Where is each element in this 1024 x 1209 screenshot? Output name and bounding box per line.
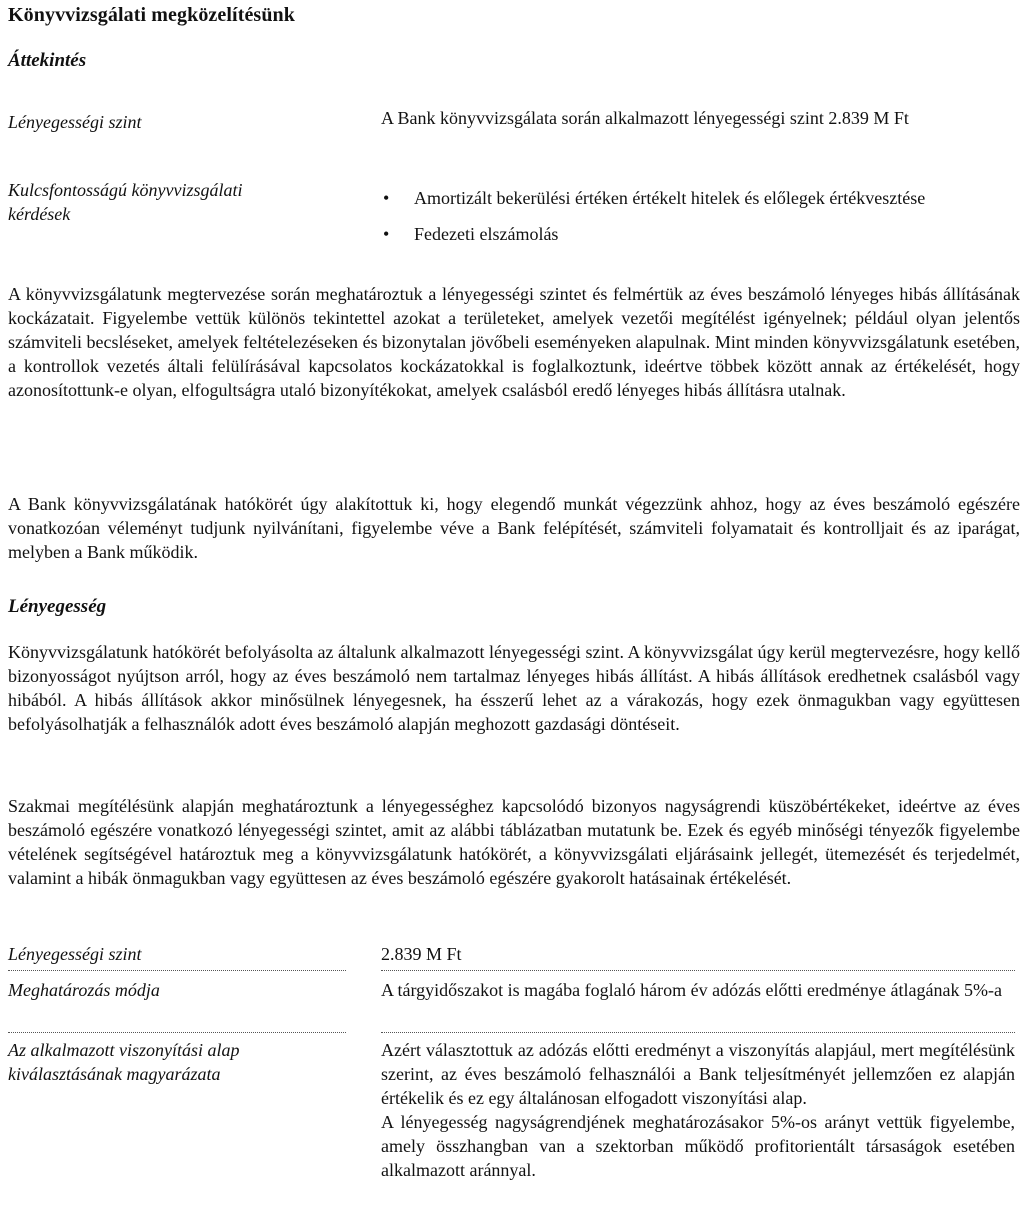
bullet-icon: • [383, 224, 390, 244]
table-divider [8, 970, 346, 971]
materiality-value: A Bank könyvvizsgálata során alkalmazott lényegességi szint 2.839 M Ft [381, 108, 909, 128]
table-row-label: Lényegességi szint [8, 944, 142, 964]
materiality-heading: Lényegesség [8, 596, 107, 617]
materiality-label: Lényegességi szint [8, 112, 142, 132]
bullet-icon: • [383, 188, 390, 208]
approach-paragraph-2: A Bank könyvvizsgálatának hatókörét úgy alakítottuk ki, hogy elegendő munkát végezzünk ahhoz, hogy az éves beszámoló egészére vonatkozóan véleményt tudjunk nyilvánítani, figyelembe véve a Bank felépítését, számviteli folyamatait és kontrolljait és az iparágat, melyben a Bank működik. [8, 494, 1020, 562]
key-audit-matter-item [374, 222, 934, 246]
table-divider [381, 970, 1015, 971]
key-audit-matter-item [374, 186, 934, 210]
table-divider [8, 1032, 346, 1033]
table-row-label: Meghatározás módja [8, 980, 160, 1000]
key-audit-matters-label: Kulcsfontosságú könyvvizsgálati kérdések [8, 180, 243, 224]
materiality-paragraph-1: Könyvvizsgálatunk hatókörét befolyásolta az általunk alkalmazott lényegességi szint. A könyvvizsgálat úgy kerül megtervezésre, hogy kellő bizonyosságot nyújtson arról, hogy az éves beszámoló nem tartalmaz lényeges hibás állítást. A hibás állítások eredhetnek csalásból vagy hibából. A hibás állítások akkor minősülnek lényegesnek, ha ésszerű lehet az a várakozás, hogy ezek önmagukban vagy együttesen befolyásolhatják a felhasználók adott éves beszámoló alapján meghozott gazdasági döntéseit. [8, 642, 1020, 734]
materiality-paragraph-2: Szakmai megítélésünk alapján meghatároztunk a lényegességhez kapcsolódó bizonyos nagyságrendi küszöbértékeket, ideértve az éves beszámoló egészére vonatkozó lényegességi szintet, amit az alábbi táblázatban mutatunk be. Ezek és egyéb minőségi tényezők figyelembe vételének segítségével határoztuk meg a könyvvizsgálatunk hatókörét, a könyvvizsgálati eljárásaink jellegét, ütemezését és terjedelmét, valamint a hibák önmagukban vagy együttesen az éves beszámoló egészére gyakorolt hatásainak értékelését. [8, 796, 1020, 888]
table-row-value-text: A lényegesség nagyságrendjének meghatározásakor 5%-os arányt vettük figyelembe, amely összhangban van a szektorban működő profitorientált társaságok esetében alkalmazott aránnyal. [381, 1112, 1015, 1180]
table-row-value [381, 1038, 1015, 1182]
key-audit-matters-list [374, 186, 934, 258]
table-row-value: 2.839 M Ft [381, 944, 462, 964]
table-row-value-text: Azért választottuk az adózás előtti eredményt a viszonyítás alapjául, mert megítélésünk szerint, az éves beszámoló felhasználói a Bank teljesítményét jellemzően ez alapján értékelik és ez egy általánosan elfogadott viszonyítási alap. [381, 1040, 1015, 1108]
table-row-label: Az alkalmazott viszonyítási alap kiválasztásának magyarázata [8, 1040, 240, 1084]
table-row-value: A tárgyidőszakot is magába foglaló három év adózás előtti eredménye átlagának 5%-a [381, 980, 1002, 1000]
document-title: Könyvvizsgálati megközelítésünk [8, 4, 295, 26]
approach-paragraph-1: A könyvvizsgálatunk megtervezése során meghatároztuk a lényegességi szintet és felmértük az éves beszámoló lényeges hibás állításának kockázatait. Figyelembe vettük különös tekintettel azokat a területeket, amelyek vezetői megítélést igényelnek; például olyan jelentős számviteli becsléseket, amelyek feltételezéseken és bizonytalan jövőbeli eseményeken alapulnak. Mint minden könyvvizsgálatunk esetében, a kontrollok vezetés általi felülírásával kapcsolatos kockázatokkal is foglalkoztunk, ideértve többek között annak az értékelését, hogy azonosítottunk-e olyan, elfogultságra utaló bizonyítékokat, amelyek csalásból eredő lényeges hibás állításra utalnak. [8, 284, 1020, 400]
table-divider [381, 1032, 1015, 1033]
key-audit-matter-text: Fedezeti elszámolás [414, 224, 559, 244]
key-audit-matter-text: Amortizált bekerülési értéken értékelt hitelek és előlegek értékvesztése [414, 188, 926, 208]
overview-heading: Áttekintés [8, 50, 87, 71]
document-page [8, 0, 1020, 1209]
